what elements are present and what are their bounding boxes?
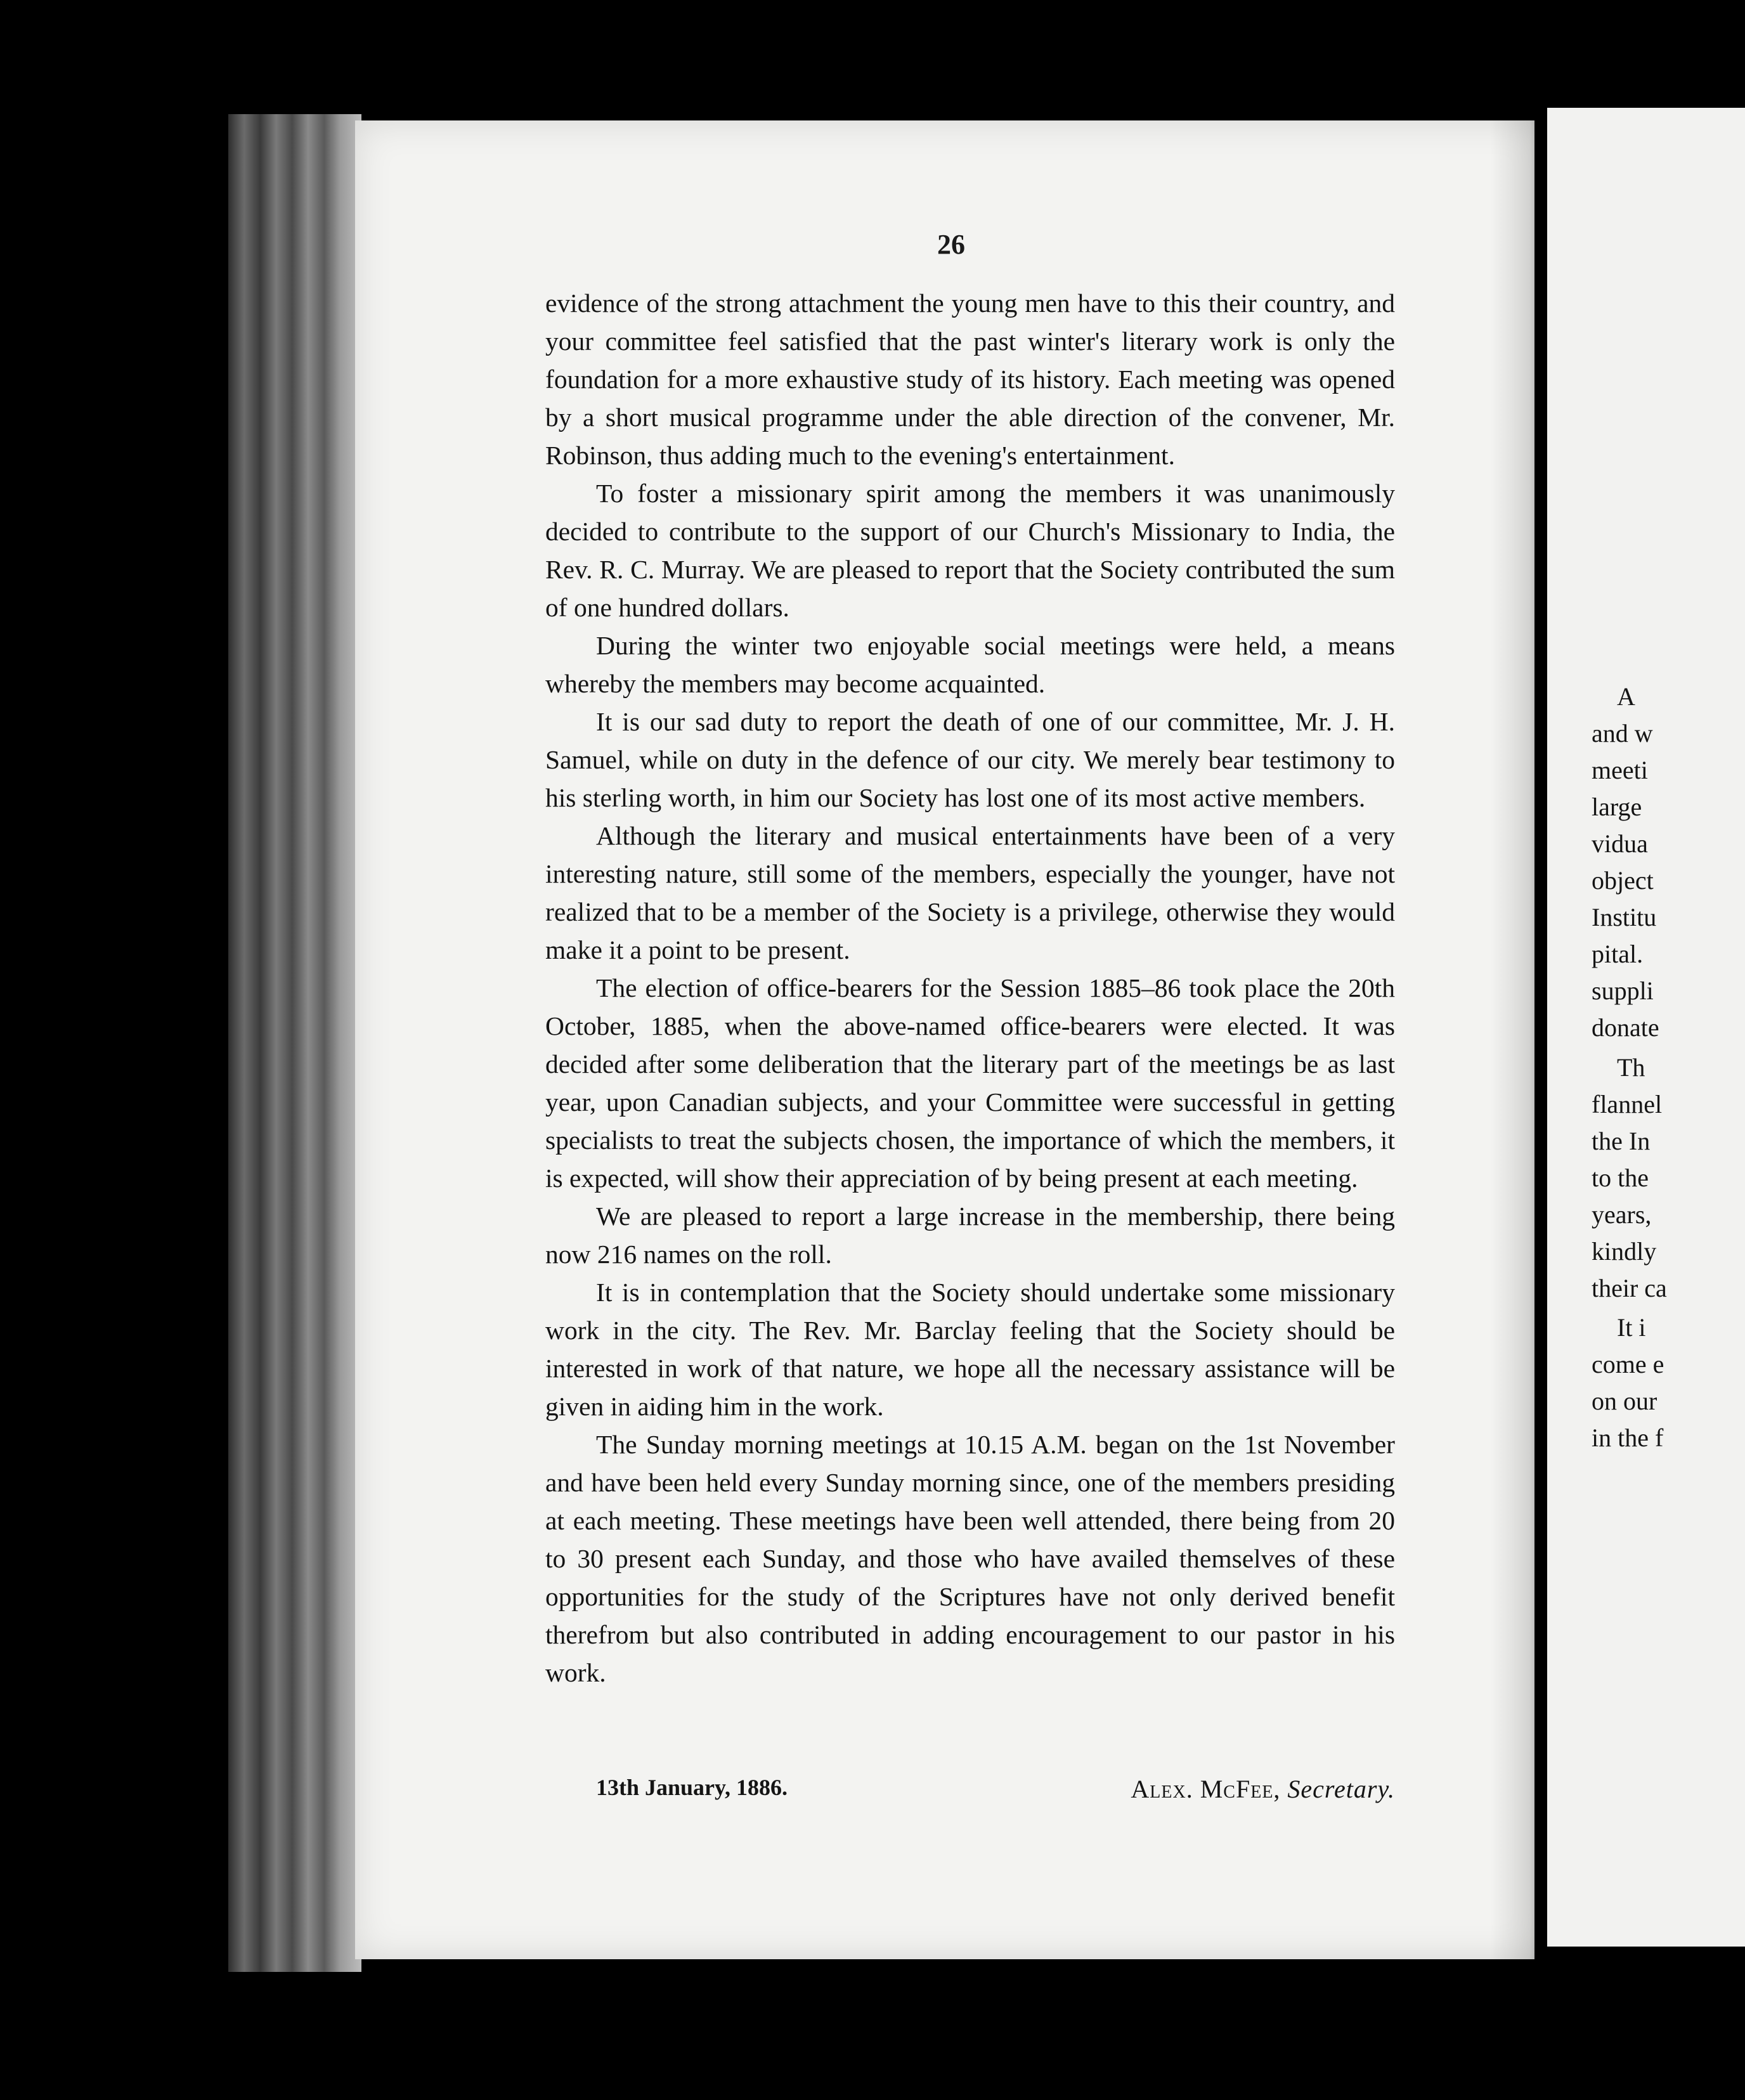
right-line: suppli <box>1592 976 1654 1005</box>
right-line: to the <box>1592 1163 1649 1192</box>
secretary-role: Secretary. <box>1287 1775 1395 1803</box>
secretary-signature <box>1131 1774 1395 1804</box>
secretary-name: Alex. McFee, <box>1131 1775 1281 1803</box>
paragraph: It is our sad duty to report the death of one of our committee, Mr. J. H. Samuel, while on duty in the defence of our city. We merely bear testimony to his sterling worth, in him our Society has lost one of its most active members. <box>545 707 1395 812</box>
right-line: Institu <box>1592 903 1657 931</box>
paragraph: The Sunday morning meetings at 10.15 A.M. began on the 1st November and have been held every Sunday morning since, one of the members presiding at each meeting. These meetings have been well attended, there being from 20 to 30 present each Sunday, and those who have availed themselves of these opportunities for the study of the Scriptures have not only derived benefit therefrom but also contributed in adding encouragement to our pastor in his work. <box>545 1430 1395 1687</box>
right-line: flannel <box>1592 1090 1663 1118</box>
paragraph: The election of office-bearers for the Session 1885–86 took place the 20th October, 1885, when the above-named office-bearers were elected. It was decided after some deliberation that the literary part of the meetings be as last year, upon Canadian subjects, and your Committee were successful in getting specialists to treat the subjects chosen, the importance of which the members, it is expected, will show their appreciation of by being present at each meeting. <box>545 973 1395 1193</box>
left-page <box>355 120 1547 1959</box>
right-page-text <box>1547 108 1745 1947</box>
right-line: come e <box>1592 1350 1664 1378</box>
right-line: vidua <box>1592 829 1648 858</box>
paragraph: evidence of the strong attachment the young men have to this their country, and your committee feel satisfied that the past winter's literary work is only the foundation for a more exhaustive study of its history. Each meeting was opened by a short musical programme under the able direction of the convener, Mr. Robinson, thus adding much to the evening's entertainment. <box>545 288 1395 470</box>
paragraph: To foster a missionary spirit among the members it was unanimously decided to contribute to the support of our Church's Missionary to India, the Rev. R. C. Murray. We are pleased to report that the Society contributed the sum of one hundred dollars. <box>545 479 1395 622</box>
report-date: 13th January, 1886. <box>596 1775 788 1800</box>
right-line: their ca <box>1592 1274 1667 1302</box>
right-line: object <box>1592 866 1654 895</box>
right-line: Th <box>1617 1053 1645 1082</box>
right-page <box>1547 108 1745 1947</box>
right-line: large <box>1592 793 1642 821</box>
paragraph: It is in contemplation that the Society should undertake some missionary work in the city. The Rev. Mr. Barclay feeling that the Society should be interested in work of that nature, we hope all the necessary assistance will be given in aiding him in the work. <box>545 1278 1395 1421</box>
right-line: meeti <box>1592 756 1648 784</box>
right-line: on our <box>1592 1387 1657 1415</box>
report-body <box>545 284 1395 1692</box>
right-line: and w <box>1592 719 1653 748</box>
right-line: pital. <box>1592 940 1644 968</box>
paragraph: Although the literary and musical entertainments have been of a very interesting nature, still some of the members, especially the younger, have not realized that to be a member of the Society is a privilege, otherwise they would make it a point to be present. <box>545 821 1395 964</box>
page-number: 26 <box>937 229 965 260</box>
paragraph: During the winter two enjoyable social meetings were held, a means whereby the members may become acquainted. <box>545 631 1395 698</box>
right-line: kindly <box>1592 1237 1657 1266</box>
right-line: A <box>1617 682 1635 711</box>
right-line: the In <box>1592 1127 1651 1155</box>
right-line: donate <box>1592 1013 1659 1042</box>
book-page-edges <box>228 114 361 1972</box>
right-line: in the f <box>1592 1423 1664 1452</box>
paragraph: We are pleased to report a large increase in the membership, there being now 216 names on the roll. <box>545 1202 1395 1269</box>
right-line: years, <box>1592 1200 1652 1229</box>
right-line: It i <box>1617 1313 1646 1342</box>
